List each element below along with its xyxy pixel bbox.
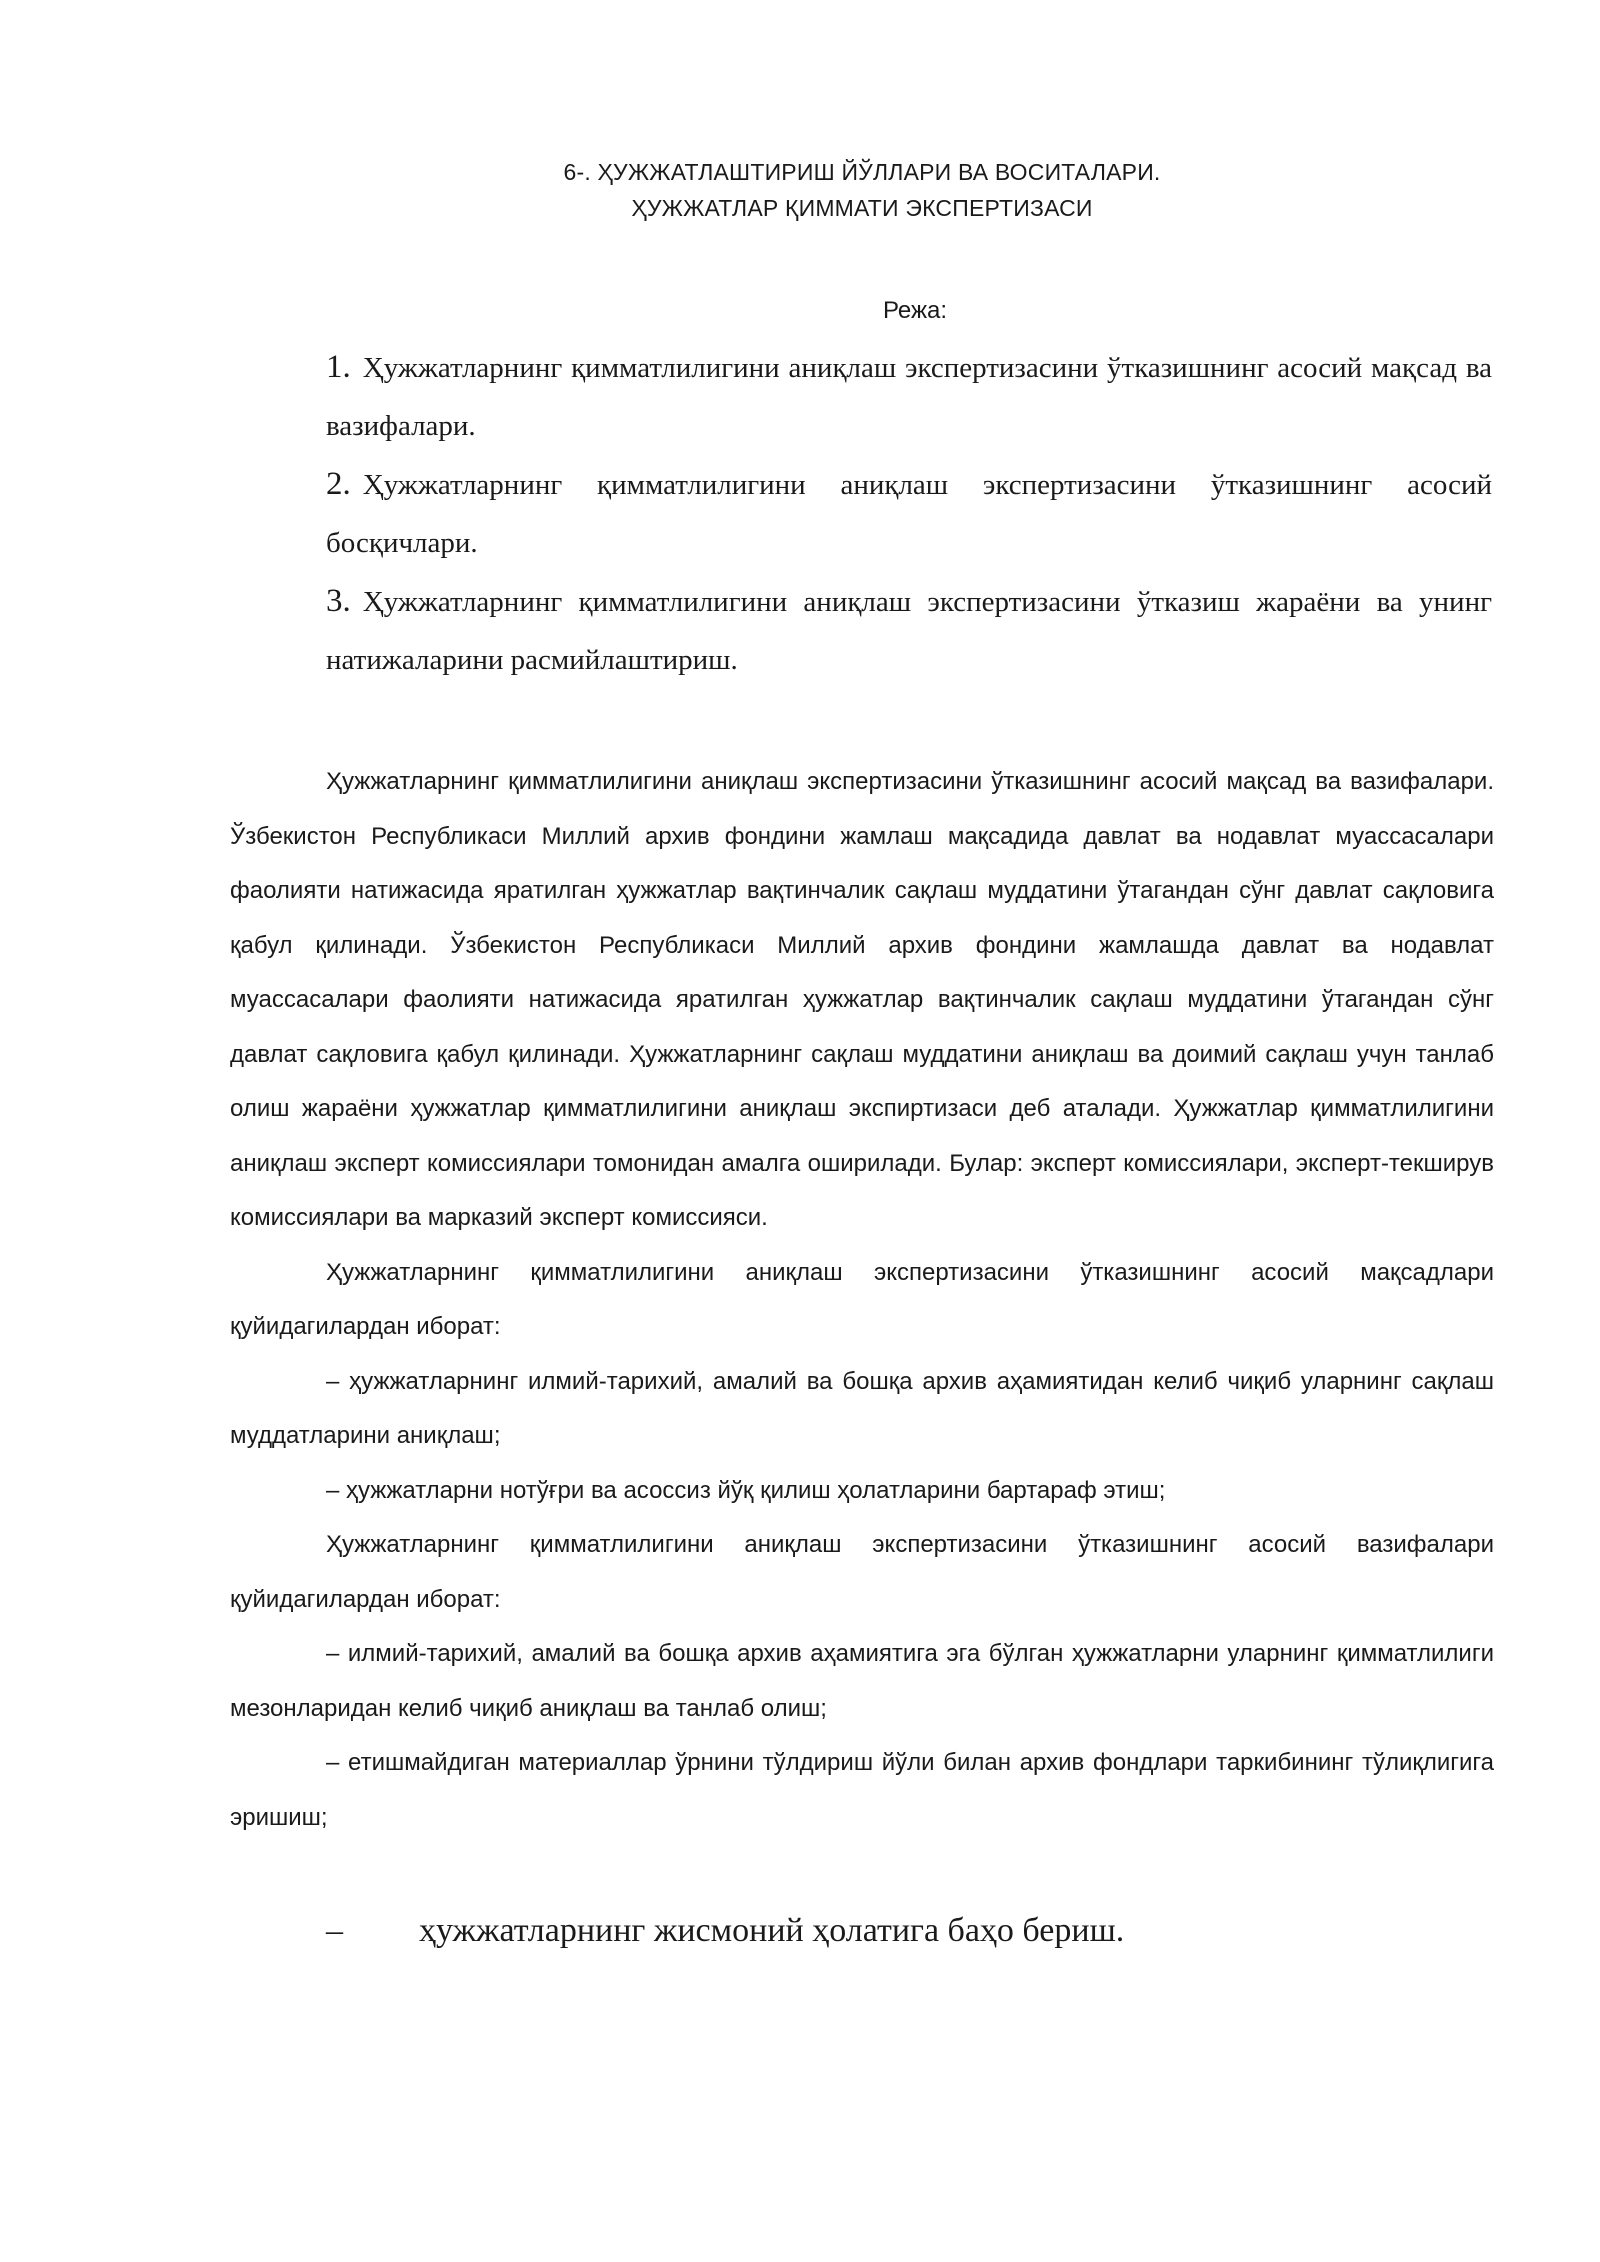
plan-item: [326, 455, 1492, 572]
document-title: [230, 154, 1494, 226]
plan-item-number: 2.: [326, 466, 351, 502]
plan-item-number: 1.: [326, 349, 351, 385]
plan-item-text: Ҳужжатларнинг қимматлилигини аниқлаш экспертизасини ўтказишнинг асосий мақсад ва вазифалари.: [326, 352, 1492, 442]
final-list-item: [326, 1904, 1492, 1958]
final-list-item-text: ҳужжатларнинг жисмоний ҳолатига баҳо бериш.: [419, 1912, 1125, 1949]
title-line-2: ҲУЖЖАТЛАР ҚИММАТИ ЭКСПЕРТИЗАСИ: [631, 195, 1093, 221]
list-item: – етишмайдиган материаллар ўрнини тўлдириш йўли билан архив фондлари таркибининг тўлиқлигига эришиш;: [230, 1749, 1494, 1831]
plan-item: [326, 338, 1492, 455]
body-paragraph: Ҳужжатларнинг қимматлилигини аниқлаш экспертизасини ўтказишнинг асосий мақсадлари қуйидагилардан иборат:: [230, 1258, 1494, 1340]
plan-item-text: Ҳужжатларнинг қимматлилигини аниқлаш экспертизасини ўтказишнинг асосий босқичлари.: [326, 469, 1492, 559]
document-body: [230, 755, 1494, 1845]
list-item: – илмий-тарихий, амалий ва бошқа архив аҳамиятига эга бўлган ҳужжатларни уларнинг қимматлилиги мезонларидан келиб чиқиб аниқлаш ва танлаб олиш;: [230, 1640, 1494, 1722]
list-item: – ҳужжатларнинг илмий-тарихий, амалий ва бошқа архив аҳамиятидан келиб чиқиб уларнинг сақлаш муддатларини аниқлаш;: [230, 1367, 1494, 1449]
plan-item: [326, 572, 1492, 689]
list-item: – ҳужжатларни нотўғри ва асоссиз йўқ қилиш ҳолатларини бартараф этиш;: [326, 1476, 1166, 1504]
body-paragraph: Ҳужжатларнинг қимматлилигини аниқлаш экспертизасини ўтказишнинг асосий мақсад ва вазифалари. Ўзбекистон Республикаси Миллий архив фондини жамлаш мақсадида давлат ва нодавлат муассасалари фаолияти натижасида яратилган ҳужжатлар вақтинчалик сақлаш муддатини ўтагандан сўнг давлат сақловига қабул қилинади. Ўзбекистон Республикаси Миллий архив фондини жамлашда давлат ва нодавлат муассасалари фаолияти натижасида яратилган ҳужжатлар вақтинчалик сақлаш муддатини ўтагандан сўнг давлат сақловига қабул қилинади. Ҳужжатларнинг сақлаш муддатини аниқлаш ва доимий сақлаш учун танлаб олиш жараёни ҳужжатлар қимматлилигини аниқлаш экспиртизаси деб аталади. Ҳужжатлар қимматлилигини аниқлаш эксперт комиссиялари томонидан амалга оширилади. Булар: эксперт комиссиялари, эксперт-текширув комиссиялари ва марказий эксперт комиссияси.: [230, 768, 1494, 1231]
plan-heading: Режа:: [882, 297, 948, 324]
body-paragraph: Ҳужжатларнинг қимматлилигини аниқлаш экспертизасини ўтказишнинг асосий вазифалари қуйидагилардан иборат:: [230, 1531, 1494, 1613]
plan-item-text: Ҳужжатларнинг қимматлилигини аниқлаш экспертизасини ўтказиш жараёни ва унинг натижаларини расмийлаштириш.: [326, 586, 1492, 676]
plan-item-number: 3.: [326, 583, 351, 619]
title-line-1: 6-. ҲУЖЖАТЛАШТИРИШ ЙЎЛЛАРИ ВА ВОСИТАЛАРИ.: [563, 159, 1161, 185]
list-dash: –: [326, 1912, 343, 1949]
plan-list: [326, 338, 1492, 689]
